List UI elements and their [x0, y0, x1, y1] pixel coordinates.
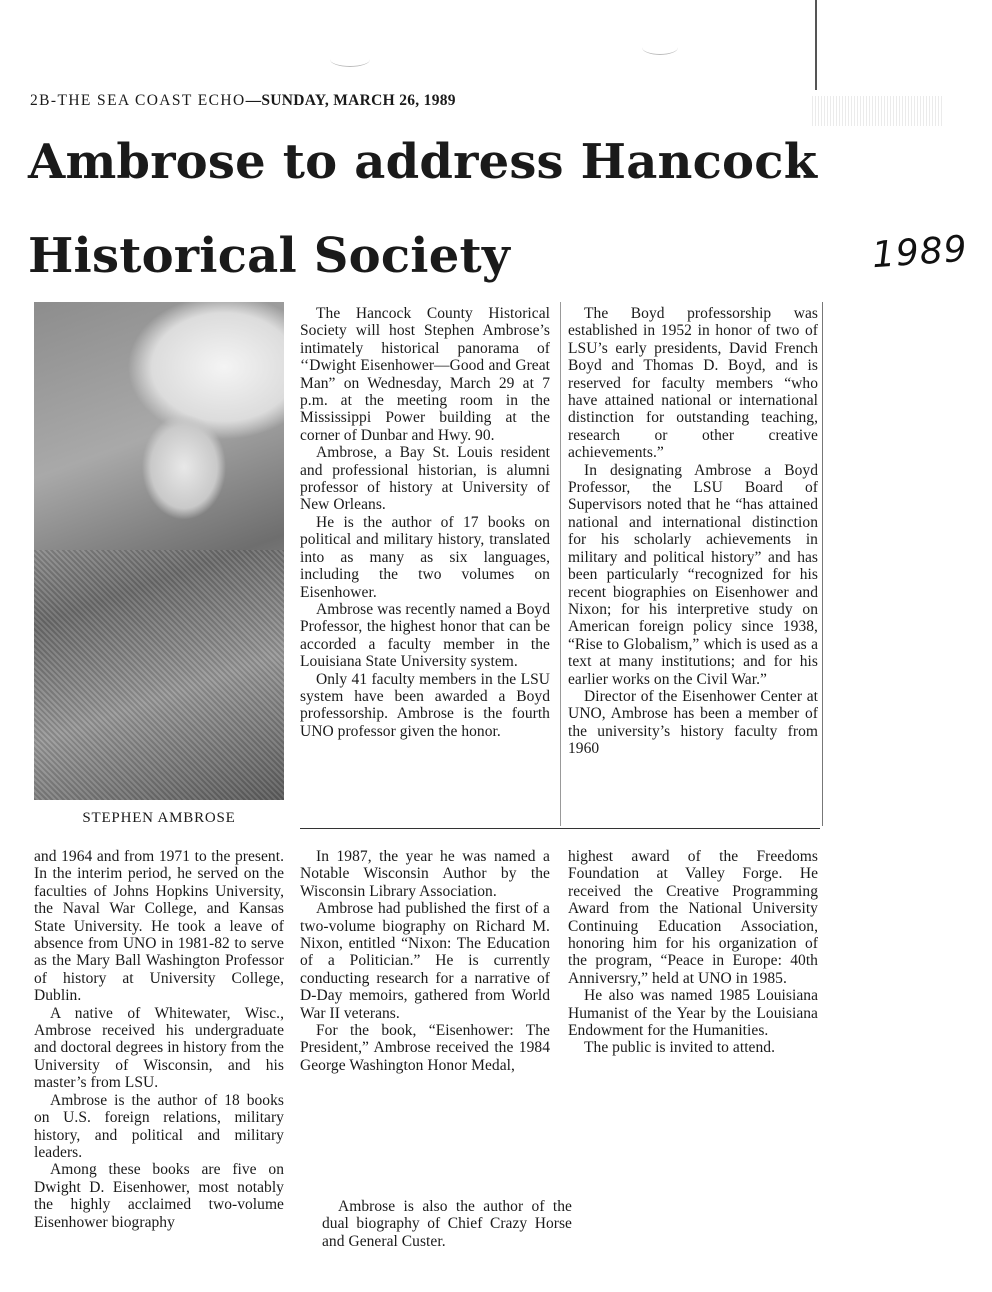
margin-rule [815, 0, 817, 90]
paragraph: The public is invited to attend. [584, 1039, 776, 1057]
article-column-5 [568, 848, 818, 1057]
paragraph: Among these books are five on Dwight D. Eisenhower, most notably the highly acclaimed two-volume Eisenhower biography [34, 1161, 284, 1231]
column-divider [560, 302, 561, 826]
paragraph: Ambrose had published the first of a two-volume biography on Richard M. Nixon, entitled “Nixon: The Education of a Politician.” He is currently conducting research for a narrative of D-Day memoirs, gathered from World War II veterans. [300, 900, 550, 1022]
paragraph: Ambrose was recently named a Boyd Professor, the highest honor that can be accorded a faculty member in the Louisiana State University system. [300, 600, 550, 671]
publication-date: —SUNDAY, MARCH 26, 1989 [245, 92, 456, 109]
handwritten-year: 1989 [870, 228, 969, 277]
paragraph: and 1964 and from 1971 to the present. In the interim period, he served on the faculties of Johns Hopkins University, the Naval War College, and Kansas State University. He took a leave of absence from UNO in 1981-82 to serve as the Mary Ball Washington Professor of history at University College, Dublin. [34, 848, 284, 1005]
article-column-2 [568, 305, 818, 758]
headline-line-1: Ambrose to address Hancock [28, 134, 818, 190]
paragraph: Only 41 faculty members in the LSU system have been awarded a Boyd professorship. Ambrose is the fourth UNO professor given the honor. [300, 670, 550, 740]
paragraph: Ambrose is the author of 18 books on U.S. foreign relations, military history, and political and military leaders. [34, 1091, 284, 1161]
column-divider [822, 302, 823, 826]
paragraph: A native of Whitewater, Wisc., Ambrose received his undergraduate and doctoral degrees in history from the University of Wisconsin, and his master’s from LSU. [34, 1004, 284, 1092]
paragraph: highest award of the Freedoms Foundation at Valley Forge. He received the Creative Programming Award from the National University Continuing Education Association, honoring him for his organization of the program, “Peace in Europe: 40th Anniversry,” held at UNO in 1985. [568, 848, 818, 987]
paragraph: The Boyd professorship was established in 1952 in honor of two of LSU’s early presidents, David French Boyd and Thomas D. Boyd, and is reserved for faculty members “who have attained national or international distinction for outstanding teaching, research or other creative achievements.” [568, 305, 818, 462]
article-column-3 [34, 848, 284, 1231]
dateline [30, 92, 456, 110]
photo-caption: STEPHEN AMBROSE [82, 810, 236, 826]
paragraph: He is the author of 17 books on political and military history, translated into as many as six languages, including the two volumes on Eisenhower. [300, 513, 550, 601]
scan-artifact [812, 96, 942, 126]
paragraph: He also was named 1985 Louisiana Humanist of the Year by the Louisiana Endowment for the Humanities. [568, 987, 818, 1040]
paragraph: The Hancock County Historical Society will host Stephen Ambrose’s intimately historical panorama of ‘‘Dwight Eisenhower—Good and Great Man” on Wednesday, March 29 at 7 p.m. at the meeting room in the Mississippi Power building at the corner of Dunbar and Hwy. 90. [300, 305, 550, 444]
paragraph: Director of the Eisenhower Center at UNO, Ambrose has been a member of the university’s history faculty from 1960 [568, 687, 818, 758]
article-column-6 [322, 1198, 572, 1250]
portrait-photo [34, 302, 284, 800]
article-column-4 [300, 848, 550, 1074]
paragraph: In designating Ambrose a Boyd Professor, the LSU Board of Supervisors noted that he “has attained national and international distinction for his scholarly achievements in military and political history” and has been particularly “recognized for his recent biographies on Eisenhower and Nixon; for his interpretive study on American foreign policy since 1938, “Rise to Globalism,” which is used as a text at many institutions; and for his earlier works on the Civil War.” [568, 461, 818, 688]
paragraph: For the book, “Eisenhower: The President,” Ambrose received the 1984 George Washington Honor Medal, [300, 1022, 550, 1074]
paragraph: Ambrose is also the author of the dual biography of Chief Crazy Horse and General Custer. [322, 1198, 572, 1250]
article-column-1 [300, 305, 550, 740]
paragraph: Ambrose, a Bay St. Louis resident and professional historian, is alumni professor of history at University of New Orleans. [300, 444, 550, 514]
scan-mark [642, 40, 678, 55]
paragraph: In 1987, the year he was named a Notable Wisconsin Author by the Wisconsin Library Association. [300, 848, 550, 900]
section-divider [300, 828, 820, 829]
scan-mark [330, 52, 370, 67]
headline-line-2: Historical Society [28, 228, 510, 284]
publication-name: 2B-THE SEA COAST ECHO [30, 92, 246, 109]
